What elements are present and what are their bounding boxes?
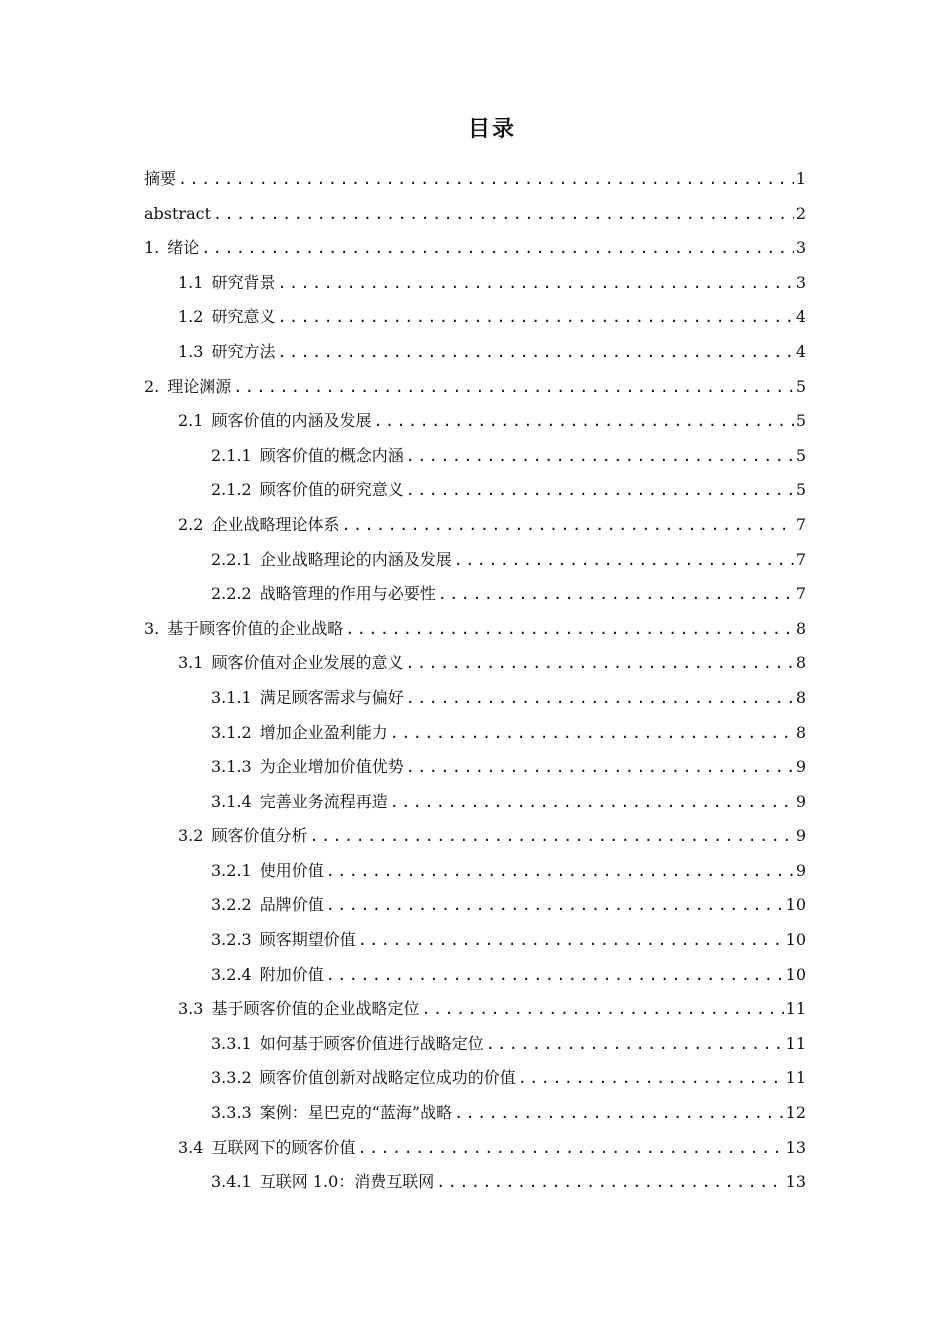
toc-entry-heading [211, 785, 388, 819]
toc-entry[interactable] [144, 888, 806, 923]
toc-section-number: 3.3.1 [211, 1033, 252, 1053]
toc-section-title: 企业战略理论体系 [211, 514, 340, 534]
toc-entry-heading [211, 1165, 434, 1199]
toc-entry-heading [178, 335, 275, 369]
toc-section-number: 3.1 [178, 653, 204, 673]
toc-entry[interactable] [144, 473, 806, 508]
toc-section-title: 互联网下的顾客价值 [211, 1137, 356, 1157]
toc-page-number: 5 [795, 445, 806, 465]
toc-section-number: 1.1 [178, 272, 204, 292]
dot-leader [454, 1096, 784, 1130]
toc-entry-heading [178, 646, 403, 680]
dot-leader [277, 300, 793, 334]
toc-page-number: 8 [795, 722, 806, 742]
page-title: 目录 [467, 117, 516, 142]
toc-section-title: 顾客价值的内涵及发展 [211, 411, 372, 431]
dot-leader [373, 404, 793, 438]
toc-section-number: 3.1.2 [211, 722, 252, 742]
toc-section-title: 摘要 [144, 169, 177, 188]
toc-section-title: 绪论 [167, 238, 200, 258]
toc-page-number: 7 [795, 549, 806, 569]
toc-section-title: 如何基于顾客价值进行战略定位 [259, 1033, 484, 1053]
toc-section-number: 2.2.2 [211, 584, 252, 604]
toc-section-number: 2.2 [178, 514, 204, 534]
toc-section-title: 基于顾客价值的企业战略定位 [211, 999, 420, 1019]
toc-section-title: 互联网 1.0：消费互联网 [259, 1172, 435, 1192]
toc-entry-heading [211, 439, 404, 473]
toc-page-number: 7 [795, 584, 806, 604]
dot-leader [326, 854, 794, 888]
toc-section-number: 3.2.2 [211, 895, 252, 915]
toc-section-number: 2. [144, 376, 160, 396]
dot-leader [406, 473, 794, 507]
toc-page-number: 13 [785, 1137, 806, 1157]
toc-page-number: 3 [795, 272, 806, 292]
toc-entry-heading [211, 888, 324, 922]
toc-entry[interactable] [144, 335, 806, 370]
dot-leader [233, 370, 794, 404]
toc-section-number: 1.3 [178, 341, 204, 361]
toc-section-title: 品牌价值 [259, 895, 324, 915]
toc-entry[interactable] [144, 923, 806, 958]
toc-entry-heading [144, 370, 231, 404]
toc-section-number: 2.2.1 [211, 549, 252, 569]
toc-section-title: 顾客价值的概念内涵 [259, 445, 404, 465]
toc-page-number: 11 [785, 999, 806, 1019]
toc-entry-heading [178, 300, 275, 334]
dot-leader [213, 197, 794, 231]
toc-section-number: 3.1.1 [211, 687, 252, 707]
toc-entry-heading [144, 197, 211, 231]
toc-page-number: 11 [785, 1068, 806, 1088]
toc-section-number: 3.3.3 [211, 1103, 252, 1123]
toc-section-title: 为企业增加价值优势 [259, 757, 404, 777]
toc-entry[interactable] [144, 508, 806, 543]
toc-section-number: 2.1 [178, 411, 204, 431]
toc-section-title: 战略管理的作用与必要性 [259, 584, 436, 604]
dot-leader [454, 543, 794, 577]
toc-entry[interactable] [144, 1027, 806, 1062]
toc-page-number: 2 [795, 203, 806, 223]
toc-section-title: 顾客价值对企业发展的意义 [211, 653, 404, 673]
toc-section-number: 1. [144, 238, 160, 258]
toc-section-title: 研究背景 [211, 272, 276, 292]
dot-leader [201, 231, 794, 265]
toc-section-title: 附加价值 [259, 964, 324, 984]
toc-entry[interactable] [144, 404, 806, 439]
toc-entry[interactable] [144, 1165, 806, 1200]
toc-section-number: 2.1.2 [211, 480, 252, 500]
toc-entry[interactable] [144, 162, 806, 197]
toc-section-title: 案例：星巴克的“蓝海”战略 [259, 1103, 453, 1123]
toc-page-number: 4 [795, 341, 806, 361]
toc-entry[interactable] [144, 1061, 806, 1096]
dot-leader [345, 612, 794, 646]
toc-entry[interactable] [144, 854, 806, 889]
toc-section-number: 3.3.2 [211, 1068, 252, 1088]
toc-page-number: 11 [785, 1033, 806, 1053]
toc-page-number: 10 [785, 930, 806, 950]
toc-page-number: 10 [785, 895, 806, 915]
toc-section-number: 3.1.3 [211, 757, 252, 777]
toc-section-title: 基于顾客价值的企业战略 [167, 618, 344, 638]
toc-entry-heading [211, 1061, 516, 1095]
dot-leader [406, 681, 794, 715]
toc-entry-heading [211, 1096, 452, 1130]
toc-section-title: 使用价值 [259, 860, 324, 880]
toc-page-number: 5 [795, 480, 806, 500]
toc-section-number: 3.4.1 [211, 1172, 252, 1192]
toc-section-number: 1.2 [178, 307, 204, 327]
dot-leader [390, 785, 794, 819]
toc-entry-heading [211, 750, 404, 784]
dot-leader [518, 1061, 784, 1095]
toc-entry-heading [211, 681, 404, 715]
toc-entry[interactable] [144, 1131, 806, 1166]
dot-leader [405, 646, 793, 680]
toc-page-number: 9 [795, 826, 806, 846]
toc-entry[interactable] [144, 612, 806, 647]
toc-entry[interactable] [144, 266, 806, 301]
dot-leader [421, 992, 783, 1026]
toc-page-number: 8 [795, 618, 806, 638]
toc-section-title: 顾客价值的研究意义 [259, 480, 404, 500]
toc-page-number: 8 [795, 687, 806, 707]
dot-leader [358, 923, 784, 957]
toc-entry-heading [211, 923, 356, 957]
toc-entry-heading [211, 577, 436, 611]
toc-section-title: 研究意义 [211, 307, 276, 327]
toc-entry-heading [211, 958, 324, 992]
dot-leader [178, 162, 794, 196]
toc-entry-heading [178, 266, 275, 300]
dot-leader [390, 716, 794, 750]
dot-leader [326, 958, 784, 992]
toc-page-number: 5 [795, 376, 806, 396]
dot-leader [341, 508, 793, 542]
toc-entry[interactable] [144, 785, 806, 820]
toc-entry-heading [211, 473, 404, 507]
toc-entry-heading [144, 612, 343, 646]
toc-section-title: 企业战略理论的内涵及发展 [259, 549, 452, 569]
toc-section-title: 完善业务流程再造 [259, 791, 388, 811]
toc-entry[interactable] [144, 819, 806, 854]
table-of-contents [144, 162, 806, 1200]
toc-page-number: 1 [795, 169, 806, 188]
toc-section-title: 研究方法 [211, 341, 276, 361]
dot-leader [406, 750, 794, 784]
toc-page-number: 9 [795, 860, 806, 880]
toc-entry[interactable] [144, 1096, 806, 1131]
toc-section-title: 顾客价值分析 [211, 826, 308, 846]
dot-leader [486, 1027, 784, 1061]
toc-entry-heading [178, 1131, 355, 1165]
toc-entry-heading [178, 819, 307, 853]
toc-section-number: 3.2.4 [211, 964, 252, 984]
toc-page-number: 9 [795, 757, 806, 777]
dot-leader [438, 577, 794, 611]
toc-page-number: 9 [795, 791, 806, 811]
toc-section-number: 3.2.3 [211, 930, 252, 950]
toc-entry[interactable] [144, 681, 806, 716]
toc-entry-heading [144, 162, 176, 196]
toc-page-number: 7 [795, 514, 806, 534]
toc-page-number: 12 [785, 1103, 806, 1123]
toc-entry[interactable] [144, 300, 806, 335]
toc-section-number: 2.1.1 [211, 445, 252, 465]
toc-page-number: 10 [785, 964, 806, 984]
toc-page-number: 5 [795, 411, 806, 431]
toc-page-number: 3 [795, 238, 806, 258]
toc-section-title: 增加企业盈利能力 [259, 722, 388, 742]
toc-section-title: abstract [144, 203, 211, 223]
dot-leader [277, 335, 793, 369]
dot-leader [309, 819, 793, 853]
dot-leader [406, 439, 794, 473]
toc-entry[interactable] [144, 543, 806, 578]
toc-section-number: 3.3 [178, 999, 204, 1019]
toc-entry[interactable] [144, 231, 806, 266]
toc-entry[interactable] [144, 716, 806, 751]
toc-entry[interactable] [144, 577, 806, 612]
toc-page-number: 8 [795, 653, 806, 673]
dot-leader [436, 1165, 783, 1199]
toc-section-number: 3.1.4 [211, 791, 252, 811]
toc-entry[interactable] [144, 750, 806, 785]
toc-section-number: 3.2 [178, 826, 204, 846]
toc-entry[interactable] [144, 646, 806, 681]
toc-entry-heading [211, 1027, 484, 1061]
toc-entry-heading [211, 716, 388, 750]
toc-entry[interactable] [144, 370, 806, 405]
toc-section-number: 3.4 [178, 1137, 204, 1157]
toc-entry[interactable] [144, 958, 806, 993]
toc-entry[interactable] [144, 992, 806, 1027]
toc-entry[interactable] [144, 197, 806, 232]
toc-page-number: 13 [785, 1172, 806, 1192]
toc-entry-heading [178, 508, 339, 542]
toc-entry-heading [178, 404, 371, 438]
toc-entry[interactable] [144, 439, 806, 474]
dot-leader [357, 1131, 783, 1165]
toc-section-number: 3.2.1 [211, 860, 252, 880]
toc-section-title: 满足顾客需求与偏好 [259, 687, 404, 707]
toc-entry-heading [211, 854, 324, 888]
toc-section-title: 顾客价值创新对战略定位成功的价值 [259, 1068, 516, 1088]
toc-section-title: 顾客期望价值 [259, 930, 356, 950]
toc-page-number: 4 [795, 307, 806, 327]
toc-entry-heading [211, 543, 452, 577]
dot-leader [326, 888, 784, 922]
toc-section-title: 理论渊源 [167, 376, 232, 396]
toc-entry-heading [144, 231, 199, 265]
dot-leader [277, 266, 793, 300]
toc-entry-heading [178, 992, 419, 1026]
toc-section-number: 3. [144, 618, 160, 638]
